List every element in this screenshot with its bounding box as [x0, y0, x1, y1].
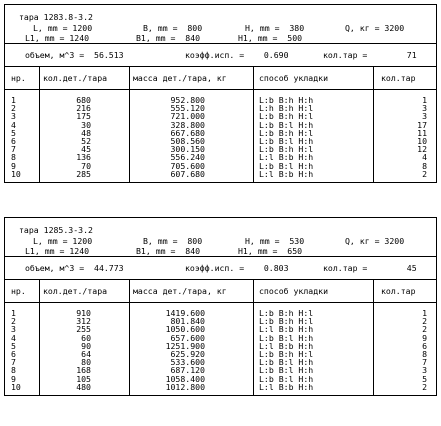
tare-count-value: кол.тар = 45: [323, 263, 417, 273]
table-cell: 328.800: [170, 119, 205, 130]
table-cell: L:b B:l H:h: [259, 357, 314, 368]
table-cell: L:h B:h H:l: [259, 103, 314, 114]
results-table: [5, 67, 436, 182]
table-cell: 5: [11, 340, 16, 351]
table-cell: 60: [81, 332, 91, 343]
table-cell: 11: [417, 127, 427, 138]
table-cell: 508.560: [170, 135, 205, 146]
volume-value: объем, м^3 = 44.773: [25, 263, 124, 273]
table-cell: 657.600: [170, 332, 205, 343]
table-cell: 952.800: [170, 95, 205, 105]
col-header-num: нр.: [11, 73, 26, 83]
table-cell: 667.680: [170, 127, 205, 138]
param-B1: B1, mm = 840: [136, 246, 201, 256]
table-cell: 2: [422, 316, 427, 327]
tare-header: [5, 5, 436, 44]
table-cell: 910: [76, 308, 91, 318]
table-cell: 6: [422, 340, 427, 351]
table-cell: 3: [422, 365, 427, 376]
table-cell: 312: [76, 316, 91, 327]
table-cell: 300.150: [170, 144, 205, 155]
table-cell: 8: [11, 365, 16, 376]
table-body: [5, 90, 436, 182]
table-cell: L:l B:b H:h: [259, 324, 314, 335]
table-cell: L:b B:h H:l: [259, 111, 314, 122]
col-header-qty: кол.дет./тара: [43, 286, 108, 296]
table-row: [5, 145, 436, 153]
tare-block-2: [4, 217, 437, 396]
table-cell: 9: [11, 160, 16, 171]
table-cell: L:b B:h H:l: [259, 308, 314, 318]
table-row: [5, 325, 436, 333]
table-cell: L:b B:h H:l: [259, 316, 314, 327]
table-cell: 2: [422, 324, 427, 335]
table-cell: 480: [76, 381, 91, 392]
param-L1: L1, mm = 1240: [25, 33, 90, 43]
table-cell: 80: [81, 357, 91, 368]
col-header-method: способ укладки: [259, 73, 329, 83]
table-cell: 705.600: [170, 160, 205, 171]
table-row: [5, 162, 436, 170]
table-cell: 1: [422, 308, 427, 318]
table-body: [5, 303, 436, 395]
table-cell: 3: [11, 111, 16, 122]
coef-value: коэфф.исп. = 0.803: [185, 263, 289, 273]
table-cell: L:l B:b H:h: [259, 168, 314, 179]
col-header-mass: масса дет./тара, кг: [133, 286, 227, 296]
table-cell: 8: [422, 348, 427, 359]
table-cell: 2: [422, 381, 427, 392]
table-cell: 136: [76, 152, 91, 163]
param-H1: H1, mm = 500: [238, 33, 303, 43]
table-cell: 5: [11, 127, 16, 138]
param-B1: B1, mm = 840: [136, 33, 201, 43]
table-cell: L:b B:l H:h: [259, 119, 314, 130]
table-cell: L:b B:h H:l: [259, 144, 314, 155]
param-Q: Q, кг = 3200: [345, 236, 405, 246]
table-cell: L:b B:h H:l: [259, 127, 314, 138]
table-cell: 9: [422, 332, 427, 343]
tare-block-1: [4, 4, 437, 183]
param-H: H, mm = 530: [245, 236, 305, 246]
table-cell: 1: [11, 95, 16, 105]
param-L: L, mm = 1200: [33, 23, 93, 33]
table-cell: 12: [417, 144, 427, 155]
table-cell: 52: [81, 135, 91, 146]
table-cell: 3: [422, 111, 427, 122]
table-cell: 48: [81, 127, 91, 138]
table-cell: 1058.400: [165, 373, 205, 384]
table-row: [5, 342, 436, 350]
table-cell: 4: [11, 332, 16, 343]
table-cell: 2: [422, 168, 427, 179]
tare-summary: [5, 44, 436, 67]
table-row: [5, 137, 436, 145]
table-cell: 687.120: [170, 365, 205, 376]
table-cell: 7: [11, 357, 16, 368]
col-header-num: нр.: [11, 286, 26, 296]
table-cell: 555.120: [170, 103, 205, 114]
table-cell: 1419.600: [165, 308, 205, 318]
table-cell: L:b B:h H:h: [259, 95, 314, 105]
table-cell: 8: [422, 160, 427, 171]
results-table: [5, 280, 436, 395]
table-cell: 45: [81, 144, 91, 155]
table-row: [5, 366, 436, 374]
table-cell: 255: [76, 324, 91, 335]
table-cell: 168: [76, 365, 91, 376]
table-cell: 801.840: [170, 316, 205, 327]
col-header-count: кол.тар: [381, 73, 416, 83]
col-header-method: способ укладки: [259, 286, 329, 296]
param-B: B, mm = 800: [143, 236, 203, 246]
table-cell: 680: [76, 95, 91, 105]
table-row: [5, 350, 436, 358]
table-cell: L:b B:l H:h: [259, 135, 314, 146]
table-cell: 1251.900: [165, 340, 205, 351]
table-cell: 533.600: [170, 357, 205, 368]
table-row: [5, 383, 436, 391]
table-row: [5, 104, 436, 112]
table-cell: 607.680: [170, 168, 205, 179]
table-row: [5, 334, 436, 342]
coef-value: коэфф.исп. = 0.690: [185, 50, 289, 60]
table-row: [5, 375, 436, 383]
table-row: [5, 317, 436, 325]
table-cell: 105: [76, 373, 91, 384]
table-cell: 70: [81, 160, 91, 171]
table-cell: L:l B:b H:h: [259, 152, 314, 163]
col-header-mass: масса дет./тара, кг: [133, 73, 227, 83]
table-cell: L:l B:b H:h: [259, 340, 314, 351]
table-row: [5, 121, 436, 129]
table-cell: 10: [11, 168, 21, 179]
tare-title: тара 1283.8-3.2: [19, 12, 93, 22]
table-cell: 64: [81, 348, 91, 359]
table-row: [5, 170, 436, 178]
table-cell: 90: [81, 340, 91, 351]
table-cell: 2: [11, 316, 16, 327]
table-row: [5, 129, 436, 137]
volume-value: объем, м^3 = 56.513: [25, 50, 124, 60]
table-cell: 30: [81, 119, 91, 130]
table-row: [5, 112, 436, 120]
param-L: L, mm = 1200: [33, 236, 93, 246]
table-cell: 5: [422, 373, 427, 384]
param-Q: Q, кг = 3200: [345, 23, 405, 33]
param-B: B, mm = 800: [143, 23, 203, 33]
table-row: [5, 309, 436, 317]
table-row: [5, 358, 436, 366]
param-L1: L1, mm = 1240: [25, 246, 90, 256]
param-H1: H1, mm = 650: [238, 246, 303, 256]
table-cell: 1: [11, 308, 16, 318]
table-cell: 4: [11, 119, 16, 130]
table-cell: 556.240: [170, 152, 205, 163]
table-cell: 10: [417, 135, 427, 146]
table-cell: 2: [11, 103, 16, 114]
table-cell: 721.000: [170, 111, 205, 122]
table-cell: L:l B:b H:h: [259, 381, 314, 392]
tare-header: [5, 218, 436, 257]
table-cell: 9: [11, 373, 16, 384]
tare-summary: [5, 257, 436, 280]
table-cell: 4: [422, 152, 427, 163]
table-cell: L:b B:l H:h: [259, 160, 314, 171]
param-H: H, mm = 380: [245, 23, 305, 33]
table-cell: 6: [11, 348, 16, 359]
table-header: [5, 67, 436, 90]
table-cell: 17: [417, 119, 427, 130]
table-cell: 7: [422, 357, 427, 368]
table-cell: 1: [422, 95, 427, 105]
table-header: [5, 280, 436, 303]
table-cell: 7: [11, 144, 16, 155]
table-cell: 1050.600: [165, 324, 205, 335]
table-cell: L:b B:l H:h: [259, 332, 314, 343]
table-row: [5, 153, 436, 161]
tare-title: тара 1285.3-3.2: [19, 225, 93, 235]
table-cell: 175: [76, 111, 91, 122]
table-cell: 625.920: [170, 348, 205, 359]
table-cell: 6: [11, 135, 16, 146]
col-header-count: кол.тар: [381, 286, 416, 296]
table-cell: 285: [76, 168, 91, 179]
table-cell: L:b B:l H:h: [259, 373, 314, 384]
table-cell: 3: [422, 103, 427, 114]
table-cell: 1012.800: [165, 381, 205, 392]
table-cell: 10: [11, 381, 21, 392]
tare-count-value: кол.тар = 71: [323, 50, 417, 60]
table-cell: 3: [11, 324, 16, 335]
table-cell: 216: [76, 103, 91, 114]
col-header-qty: кол.дет./тара: [43, 73, 108, 83]
table-cell: L:b B:l H:h: [259, 365, 314, 376]
table-cell: L:b B:h H:l: [259, 348, 314, 359]
table-cell: 8: [11, 152, 16, 163]
table-row: [5, 96, 436, 104]
